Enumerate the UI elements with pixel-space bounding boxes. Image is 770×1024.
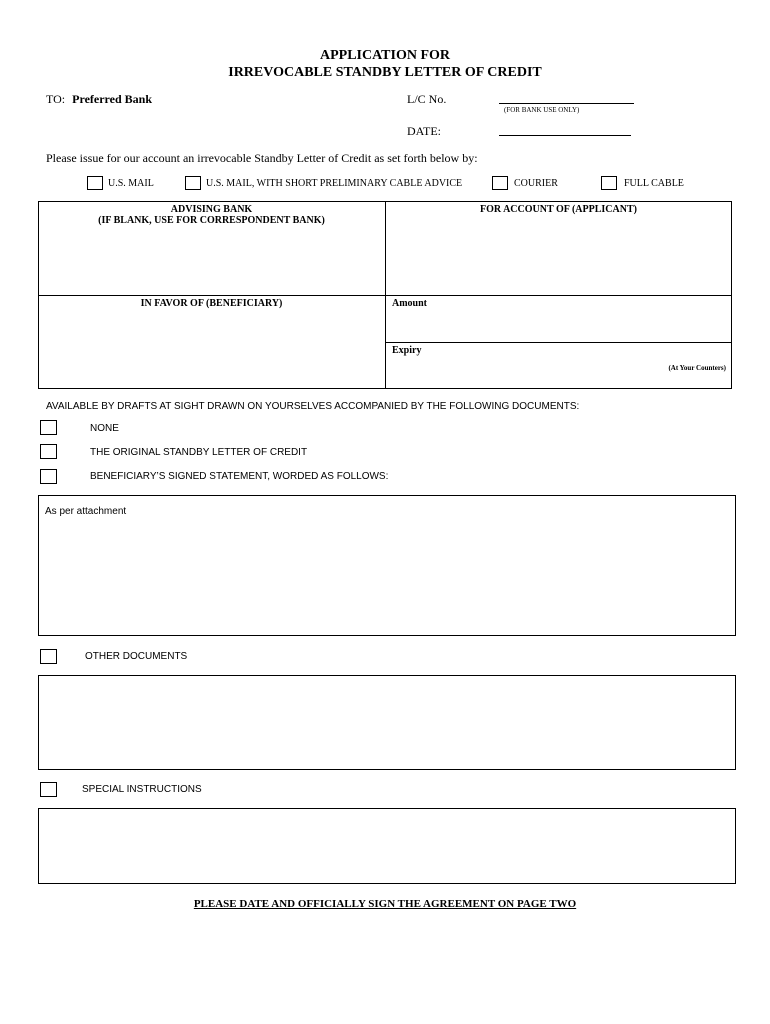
issue-instruction: Please issue for our account an irrevocable Standby Letter of Credit as set forth below by: xyxy=(46,151,478,165)
to-label-text: TO: xyxy=(46,92,66,106)
statement-text: As per attachment xyxy=(45,506,127,517)
parties-divider-horizontal xyxy=(38,295,732,296)
none-label: NONE xyxy=(90,423,119,434)
bank-name: Preferred Bank xyxy=(72,92,152,106)
sign-notice: PLEASE DATE AND OFFICIALLY SIGN THE AGREEMENT ON PAGE TWO xyxy=(193,898,577,910)
date-field[interactable] xyxy=(499,135,631,136)
amount-expiry-divider xyxy=(385,342,732,343)
beneficiary-statement-label: BENEFICIARY’S SIGNED STATEMENT, WORDED AS FOLLOWS: xyxy=(90,471,389,482)
full-cable-checkbox[interactable] xyxy=(601,176,617,190)
courier-checkbox[interactable] xyxy=(492,176,508,190)
lc-no-label: L/C No. xyxy=(407,92,447,106)
advising-bank-field[interactable] xyxy=(40,228,383,293)
us-mail-cable-checkbox[interactable] xyxy=(185,176,201,190)
expiry-note: (At Your Counters) xyxy=(668,364,726,372)
advising-bank-title: ADVISING BANK xyxy=(170,204,253,215)
amount-label: Amount xyxy=(392,298,428,309)
applicant-field[interactable] xyxy=(387,218,730,293)
advising-bank-note: (IF BLANK, USE FOR CORRESPONDENT BANK) xyxy=(98,215,325,226)
us-mail-label: U.S. MAIL xyxy=(108,178,154,189)
beneficiary-statement-checkbox[interactable] xyxy=(40,469,57,484)
us-mail-cable-label: U.S. MAIL, WITH SHORT PRELIMINARY CABLE ADVICE xyxy=(206,178,463,189)
special-instructions-label: SPECIAL INSTRUCTIONS xyxy=(82,784,202,795)
amount-field[interactable] xyxy=(387,311,730,341)
applicant-title: FOR ACCOUNT OF (APPLICANT) xyxy=(480,204,637,215)
date-label: DATE: xyxy=(407,124,441,138)
other-documents-label: OTHER DOCUMENTS xyxy=(85,651,188,662)
documents-intro: AVAILABLE BY DRAFTS AT SIGHT DRAWN ON YOURSELVES ACCOMPANIED BY THE FOLLOWING DOCUMENTS: xyxy=(46,401,580,412)
full-cable-label: FULL CABLE xyxy=(624,178,684,189)
beneficiary-title: IN FAVOR OF (BENEFICIARY) xyxy=(140,298,283,309)
expiry-label: Expiry xyxy=(392,345,422,356)
other-documents-box[interactable] xyxy=(38,675,736,770)
lc-no-field[interactable] xyxy=(499,103,634,104)
special-instructions-checkbox[interactable] xyxy=(40,782,57,797)
form-title-line2: IRREVOCABLE STANDBY LETTER OF CREDIT xyxy=(228,65,542,80)
beneficiary-field[interactable] xyxy=(40,312,383,387)
original-lc-label: THE ORIGINAL STANDBY LETTER OF CREDIT xyxy=(90,447,308,458)
form-title-line1: APPLICATION FOR xyxy=(319,48,451,63)
none-checkbox[interactable] xyxy=(40,420,57,435)
beneficiary-statement-box[interactable] xyxy=(38,495,736,636)
bank-use-note: (FOR BANK USE ONLY) xyxy=(504,106,580,114)
other-documents-checkbox[interactable] xyxy=(40,649,57,664)
original-lc-checkbox[interactable] xyxy=(40,444,57,459)
special-instructions-box[interactable] xyxy=(38,808,736,884)
us-mail-checkbox[interactable] xyxy=(87,176,103,190)
courier-label: COURIER xyxy=(514,178,558,189)
to-label xyxy=(46,92,152,107)
